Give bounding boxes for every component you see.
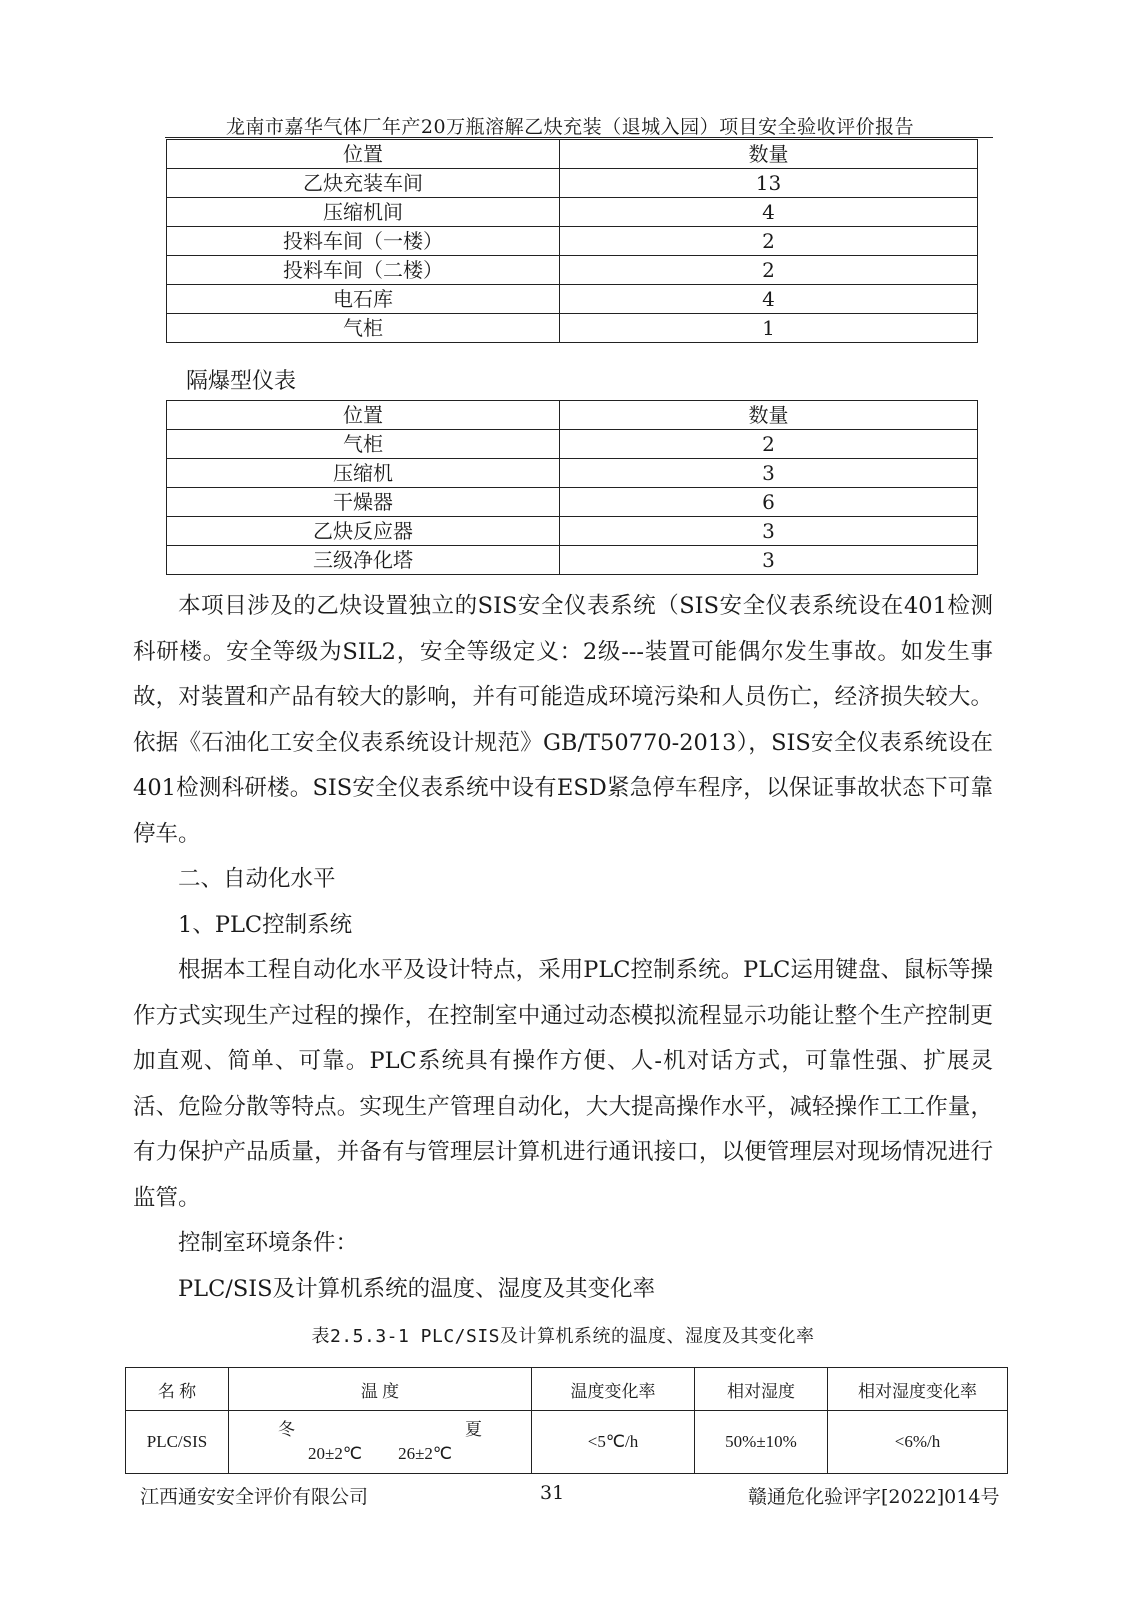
cell-position: 投料车间（二楼） (167, 256, 560, 285)
cell-position: 乙炔反应器 (167, 517, 560, 546)
cell-count: 6 (560, 488, 978, 517)
paragraph-sis: 本项目涉及的乙炔设置独立的SIS安全仪表系统（SIS安全仪表系统设在401检测科研楼。安全等级为SIL2，安全等级定义：2级---装置可能偶尔发生事故。如发生事故，对装置和产品有较大的影响，并有可能造成环境污染和人员伤亡，经济损失较大。依据《石油化工安全仪表系统设计规范》GB/T50770-2013），SIS安全仪表系统设在401检测科研楼。SIS安全仪表系统中设有ESD紧急停车程序，以保证事故状态下可靠停车。 (133, 593, 993, 847)
paragraph-table-intro: PLC/SIS及计算机系统的温度、湿度及其变化率 (178, 1275, 656, 1302)
winter-value: 20±2℃ (308, 1444, 362, 1463)
cell-position: 投料车间（一楼） (167, 227, 560, 256)
cell-count: 1 (560, 314, 978, 343)
col-position: 位置 (167, 140, 560, 169)
environment-table (125, 1367, 1008, 1474)
cell-temp-rate: <5℃/h (532, 1411, 695, 1474)
body-text (133, 584, 993, 1312)
col-count: 数量 (560, 401, 978, 430)
cell-position: 气柜 (167, 430, 560, 459)
section-heading: 二、自动化水平 (178, 866, 336, 892)
table-row (167, 488, 978, 517)
header-temperature: 温 度 (229, 1368, 532, 1411)
season-values (230, 1442, 530, 1466)
cell-name: PLC/SIS (126, 1411, 229, 1474)
season-labels (230, 1418, 530, 1442)
subsection-heading: 1、PLC控制系统 (178, 911, 353, 938)
cell-count: 2 (560, 430, 978, 459)
cell-count: 2 (560, 256, 978, 285)
header-name: 名 称 (126, 1368, 229, 1411)
cell-position: 干燥器 (167, 488, 560, 517)
cell-count: 3 (560, 459, 978, 488)
cell-position: 气柜 (167, 314, 560, 343)
cell-position: 三级净化塔 (167, 546, 560, 575)
table-caption: 表2.5.3-1 PLC/SIS及计算机系统的温度、湿度及其变化率 (311, 1326, 815, 1347)
table-row (167, 517, 978, 546)
summer-label: 夏 (465, 1420, 482, 1439)
cell-count: 3 (560, 546, 978, 575)
winter-label: 冬 (278, 1420, 295, 1439)
table-row (167, 169, 978, 198)
table-row (167, 430, 978, 459)
table-row (167, 285, 978, 314)
instrument-table-2 (166, 400, 978, 575)
cell-count: 4 (560, 285, 978, 314)
cell-count: 4 (560, 198, 978, 227)
cell-humidity: 50%±10% (695, 1411, 828, 1474)
table-header-row (126, 1368, 1008, 1411)
table-row (126, 1411, 1008, 1474)
cell-count: 3 (560, 517, 978, 546)
cell-count: 2 (560, 227, 978, 256)
table-row (167, 459, 978, 488)
page-header: 龙南市嘉华气体厂年产20万瓶溶解乙炔充装（退城入园）项目安全验收评价报告 (225, 116, 915, 138)
footer-document-number: 赣通危化验评字[2022]014号 (748, 1486, 1000, 1508)
cell-position: 电石库 (167, 285, 560, 314)
cell-temperature (229, 1411, 532, 1474)
paragraph-control-room: 控制室环境条件： (178, 1230, 359, 1256)
cell-position: 压缩机间 (167, 198, 560, 227)
cell-humidity-rate: <6%/h (828, 1411, 1008, 1474)
table-row (167, 256, 978, 285)
header-humidity-rate: 相对湿度变化率 (828, 1368, 1008, 1411)
summer-value: 26±2℃ (398, 1444, 452, 1463)
cell-count: 13 (560, 169, 978, 198)
table-row (167, 227, 978, 256)
table-row (167, 314, 978, 343)
footer-company: 江西通安安全评价有限公司 (140, 1486, 369, 1508)
cell-position: 乙炔充装车间 (167, 169, 560, 198)
instrument-table-1 (166, 139, 978, 343)
header-divider (165, 137, 993, 138)
table-header-row (167, 401, 978, 430)
table2-title: 隔爆型仪表 (186, 369, 297, 394)
paragraph-plc: 根据本工程自动化水平及设计特点，采用PLC控制系统。PLC运用键盘、鼠标等操作方式实现生产过程的操作，在控制室中通过动态模拟流程显示功能让整个生产控制更加直观、简单、可靠。PLC系统具有操作方便、人-机对话方式，可靠性强、扩展灵活、危险分散等特点。实现生产管理自动化，大大提高操作水平，减轻操作工工作量，有力保护产品质量，并备有与管理层计算机进行通讯接口，以便管理层对现场情况进行监管。 (133, 957, 993, 1211)
table-header-row (167, 140, 978, 169)
col-position: 位置 (167, 401, 560, 430)
table-row (167, 198, 978, 227)
header-humidity: 相对湿度 (695, 1368, 828, 1411)
header-temp-rate: 温度变化率 (532, 1368, 695, 1411)
col-count: 数量 (560, 140, 978, 169)
footer-page-number: 31 (540, 1482, 565, 1504)
table-row (167, 546, 978, 575)
cell-position: 压缩机 (167, 459, 560, 488)
